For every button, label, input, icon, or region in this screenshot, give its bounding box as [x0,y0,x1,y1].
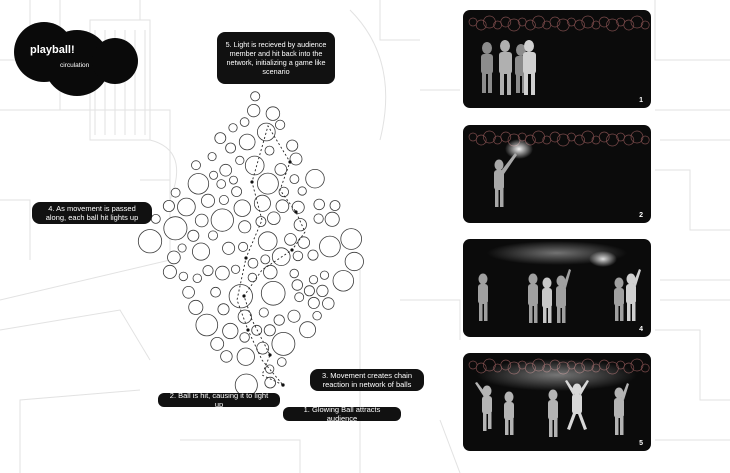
ball-circle [163,265,176,278]
ball-circle [304,286,314,296]
hit-marker-icon [268,353,271,356]
ball-circle [294,219,306,231]
ball-circle [232,187,242,197]
ceiling-ball-ring [624,135,634,145]
ball-circle [306,169,325,188]
ball-circle [240,118,249,127]
ball-circle [261,281,285,305]
ball-circle [261,255,270,264]
ball-circle [179,272,188,281]
hit-marker-icon [281,383,284,386]
ball-circle [230,176,238,184]
ball-circle [290,175,299,184]
ball-circle [285,234,297,246]
ball-circle [208,231,217,240]
ceiling-ball-ring [599,132,609,142]
ball-circle [293,251,303,261]
ball-circle [300,322,316,338]
ball-circle [245,156,264,175]
scene-panel-5 [463,353,651,451]
ceiling-ball-ring [469,133,477,141]
callout-step-1: 1. Glowing Ball attracts audience [283,407,401,421]
ball-circle [279,187,289,197]
scene-2-illustration [463,125,651,223]
ceiling-ball-ring [469,18,477,26]
ball-circle [320,236,341,257]
ball-circle [219,195,228,204]
ball-circle [272,332,295,355]
ceiling-ball-ring [501,17,511,27]
ball-circle [220,164,232,176]
hit-marker-icon [290,248,293,251]
ceiling-ball-ring [575,135,585,145]
ball-circle [239,134,255,150]
panel-number: 4 [639,326,643,333]
callout-step-5: 5. Light is recieved by audience member and hit back into the network, initializing a game like scenario [217,32,335,84]
ball-circle [215,133,226,144]
ball-circle [275,120,284,129]
scene-panel-1 [463,10,651,108]
ball-circle [313,311,322,320]
hit-marker-icon [244,256,247,259]
ball-circle [292,280,303,291]
ball-circle [211,337,224,350]
ball-circle [196,314,218,336]
ball-circle [151,214,160,223]
ball-circle [221,351,233,363]
ball-circle [266,107,280,121]
ball-circle [325,212,339,226]
ball-circle [203,266,213,276]
panel-number: 1 [639,97,643,104]
ball-circle [226,143,236,153]
ball-circle [287,140,298,151]
ball-circle [256,217,266,227]
ceiling-ball-ring [501,132,511,142]
ball-circle [264,325,275,336]
hit-marker-icon [242,294,245,297]
ball-circle [248,273,257,282]
ball-circle [288,310,300,322]
hit-marker-icon [294,210,297,213]
ball-circle [201,194,214,207]
ball-circle [211,287,221,297]
ball-circle [239,242,248,251]
callout-step-3: 3. Movement creates chain reaction in network of balls [310,369,424,391]
hit-marker-icon [288,160,291,163]
panel-number: 5 [639,440,643,447]
ball-circle [265,146,274,155]
ball-circle [188,230,199,241]
ball-circle [308,297,319,308]
ball-circle [290,269,299,278]
ball-circle [217,180,226,189]
ball-circle [229,124,237,132]
ball-circle [192,243,209,260]
ball-circle [192,161,201,170]
ball-circle [239,221,251,233]
ball-circle [248,258,258,268]
ball-circle [298,187,306,195]
ceiling-ball-ring [476,135,486,145]
ball-circle [189,300,203,314]
ceiling-ball-ring [575,20,585,30]
ball-circle [231,265,239,273]
ball-circle [274,315,284,325]
diagram-subtitle: circulation [60,62,90,69]
ceiling-ball-ring [550,17,560,27]
ball-circle [258,232,277,251]
ball-circle [266,365,274,373]
ball-circle [183,286,195,298]
ball-circle [254,195,270,211]
scene-panel-2 [463,125,651,223]
ball-circle [330,201,340,211]
scene-4-illustration [463,239,651,337]
callout-step-4: 4. As movement is passed along, each ball hit lights up [32,202,152,224]
ball-circle [268,212,281,225]
ball-circle [208,153,216,161]
ball-circle [210,171,218,179]
ball-circle [236,156,244,164]
callout-step-2: 2. Ball is hit, causing it to light up [158,393,280,407]
ball-circle [317,285,328,296]
ball-circle [345,252,363,270]
ball-circle [234,200,251,217]
ceiling-ball-ring [469,361,477,369]
ceiling-ball-ring [599,17,609,27]
ball-circle [178,244,186,252]
ball-circle [138,230,161,253]
ball-circle [195,214,208,227]
hit-marker-icon [246,328,249,331]
ball-circle [193,274,202,283]
ball-circle [164,217,187,240]
ceiling-ball-ring [624,20,634,30]
ball-circle [248,104,260,116]
ball-circle [223,323,238,338]
ball-circle [178,198,196,216]
ball-circle [277,358,286,367]
diagram-title: playball! [30,44,75,56]
ball-circle [218,304,229,315]
ball-circle [237,348,254,365]
ball-circle [290,153,302,165]
ball-circle [257,123,275,141]
ball-circle [257,173,278,194]
ball-circle [168,251,181,264]
ball-circle [259,308,268,317]
ball-circle [240,333,250,343]
ball-circle [251,92,260,101]
ball-circle [320,271,328,279]
panel-number: 2 [639,212,643,219]
ball-circle [295,293,304,302]
ball-circle [309,276,317,284]
ball-circle [275,164,287,176]
ball-circle [211,209,233,231]
ceiling-ball-ring [476,20,486,30]
ball-circle [292,201,304,213]
ball-circle [314,214,323,223]
ball-circle [276,200,289,213]
ceiling-ball-ring [550,132,560,142]
scene-5-illustration [463,353,651,451]
hit-marker-icon [250,180,253,183]
ball-circle [323,298,335,310]
ball-circle [216,266,230,280]
ball-circle [171,188,180,197]
ball-circle [333,271,354,292]
ball-circle [314,199,325,210]
ball-circle [188,174,209,195]
ball-circle [341,229,362,250]
scene-panel-4 [463,239,651,337]
ball-circle [223,242,235,254]
scene-1-illustration [463,10,651,108]
ball-circle [308,250,318,260]
ball-circle [252,325,262,335]
ball-circle [163,200,174,211]
ceiling-ball-ring [525,20,535,30]
ball-circle [264,265,278,279]
